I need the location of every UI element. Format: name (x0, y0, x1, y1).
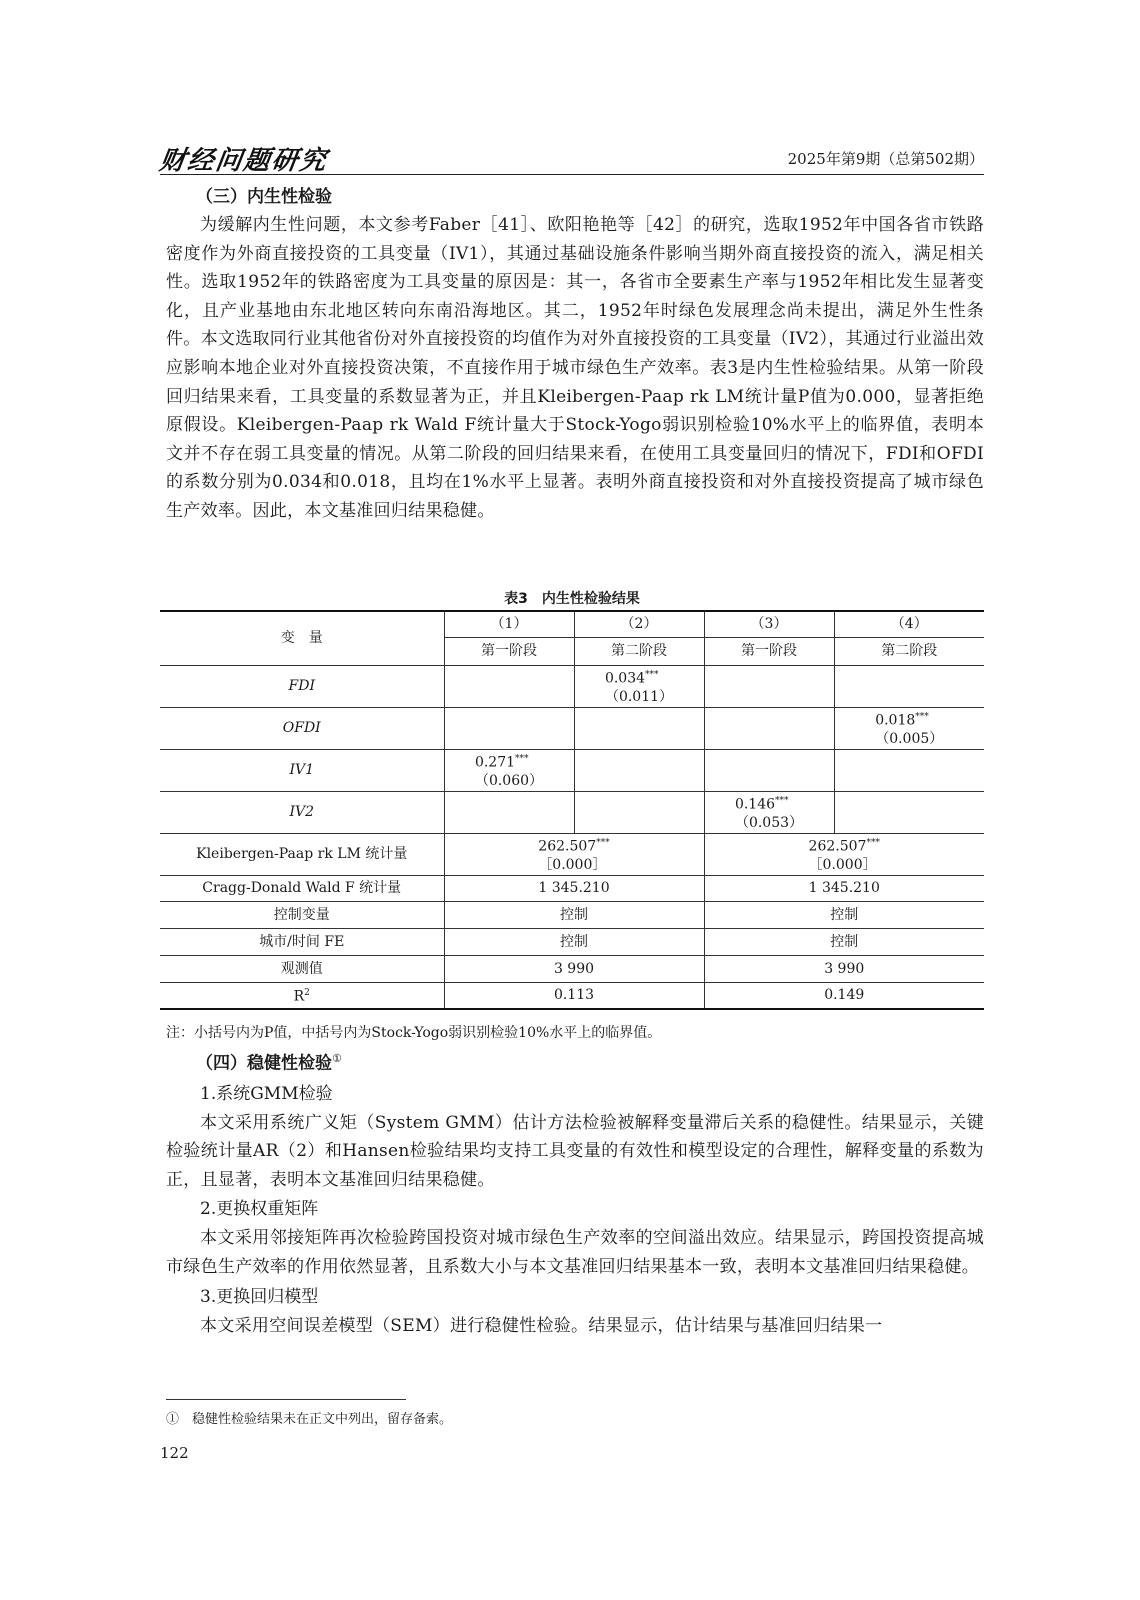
subhead-gmm: 1.系统GMM检验 (200, 1083, 333, 1104)
row-label-fe: 城市/时间 FE (160, 928, 444, 955)
paragraph-gmm: 本文采用系统广义矩（System GMM）估计方法检验被解释变量滞后关系的稳健性。结果显示，关键检验统计量AR（2）和Hansen检验结果均支持工具变量的有效性和模型设定的合理性，解释变量的系数为正，且显著，表明本文基准回归结果稳健。 (166, 1112, 984, 1190)
table-row-ofdi (160, 707, 984, 749)
col-num-1: （1） (444, 611, 574, 637)
table-row-lm (160, 833, 984, 875)
results-table (160, 610, 984, 1010)
stage-4: 第二阶段 (834, 637, 984, 665)
table-note: 注：小括号内为P值，中括号内为Stock-Yogo弱识别检验10%水平上的临界值。 (166, 1025, 662, 1041)
footnote-rule (166, 1399, 406, 1400)
ofdi-coef-cell: 0.018*** （0.005） (834, 707, 984, 749)
row-label-iv1: IV1 (160, 749, 444, 791)
stage-1: 第一阶段 (444, 637, 574, 665)
row-label-fdi: FDI (160, 665, 444, 707)
row-label-ofdi: OFDI (160, 707, 444, 749)
table-row-controls: 控制变量 控制 控制 (160, 901, 984, 928)
section-4 (166, 1044, 984, 1340)
iv2-coef-cell: 0.146*** （0.053） (704, 791, 834, 833)
section-3-paragraph: 为缓解内生性问题，本文参考Faber［41］、欧阳艳艳等［42］的研究，选取1952年中国各省市铁路密度作为外商直接投资的工具变量（IV1），其通过基础设施条件影响当期外商直接投资的流入，满足相关性。选取1952年的铁路密度为工具变量的原因是：其一，各省市全要素生产率与1952年相比发生显著变化，且产业基地由东北地区转向东南沿海地区。其二，1952年时绿色发展理念尚未提出，满足外生性条件。本文选取同行业其他省份对外直接投资的均值作为对外直接投资的工具变量（IV2），其通过行业溢出效应影响本地企业对外直接投资决策，不直接作用于城市绿色生产效率。表3是内生性检验结果。从第一阶段回归结果来看，工具变量的系数显著为正，并且Kleibergen-Paap rk LM统计量P值为0.000，显著拒绝原假设。Kleibergen-Paap rk Wald F统计量大于Stock-Yogo弱识别检验10%水平上的临界值，表明本文并不存在弱工具变量的情况。从第二阶段的回归结果来看，在使用工具变量回归的情况下，FDI和OFDI的系数分别为0.034和0.018，且均在1%水平上显著。表明外商直接投资和对外直接投资提高了城市绿色生产效率。因此，本文基准回归结果稳健。 (166, 215, 985, 521)
footnote: ① 稳健性检验结果未在正文中列出，留存备索。 (166, 1412, 453, 1427)
fdi-coef-cell: 0.034*** （0.011） (574, 665, 704, 707)
stage-3: 第一阶段 (704, 637, 834, 665)
col-num-4: （4） (834, 611, 984, 637)
paragraph-weight-matrix: 本文采用邻接矩阵再次检验跨国投资对城市绿色生产效率的空间溢出效应。结果显示，跨国投资提高城市绿色生产效率的作用依然显著，且系数大小与本文基准回归结果基本一致，表明本文基准回归结果稳健。 (166, 1228, 984, 1278)
subhead-regression-model: 3.更换回归模型 (200, 1286, 319, 1307)
section-3-heading: （三）内生性检验 (196, 187, 332, 207)
table-title: 表3 内生性检验结果 (504, 591, 640, 607)
page-number: 122 (160, 1444, 189, 1462)
row-label-r2: $R^2$ (160, 982, 444, 1009)
iv1-coef-cell: 0.271*** （0.060） (444, 749, 574, 791)
col-num-3: （3） (704, 611, 834, 637)
table-row-obs: 观测值 3 990 3 990 (160, 955, 984, 982)
row-label-obs: 观测值 (160, 955, 444, 982)
section-4-heading: （四）稳健性检验① (196, 1052, 342, 1074)
header-rule (160, 174, 984, 175)
col-num-2: （2） (574, 611, 704, 637)
table-row-iv1 (160, 749, 984, 791)
table-row-cragg: Cragg-Donald Wald F 统计量 1 345.210 1 345.210 (160, 875, 984, 901)
journal-logo: 财经问题研究 (157, 146, 330, 176)
lm-b-cell: 262.507*** ［0.000］ (704, 833, 984, 875)
variable-header: 变 量 (160, 611, 444, 665)
row-label-cragg: Cragg-Donald Wald F 统计量 (160, 875, 444, 901)
section-3 (166, 184, 984, 526)
row-label-iv2: IV2 (160, 791, 444, 833)
lm-a-cell: 262.507*** ［0.000］ (444, 833, 704, 875)
row-label-controls: 控制变量 (160, 901, 444, 928)
table-row-iv2 (160, 791, 984, 833)
issue-info: 2025年第9期（总第502期） (787, 150, 984, 168)
row-label-lm: Kleibergen-Paap rk LM 统计量 (160, 833, 444, 875)
paragraph-regression-model: 本文采用空间误差模型（SEM）进行稳健性检验。结果显示，估计结果与基准回归结果一 (200, 1315, 883, 1336)
page-header (157, 140, 984, 176)
subhead-weight-matrix: 2.更换权重矩阵 (200, 1199, 319, 1220)
stage-2: 第二阶段 (574, 637, 704, 665)
table-row-fdi (160, 665, 984, 707)
table-row-fe: 城市/时间 FE 控制 控制 (160, 928, 984, 955)
table-row-r2: $R^2$ 0.113 0.149 (160, 982, 984, 1009)
